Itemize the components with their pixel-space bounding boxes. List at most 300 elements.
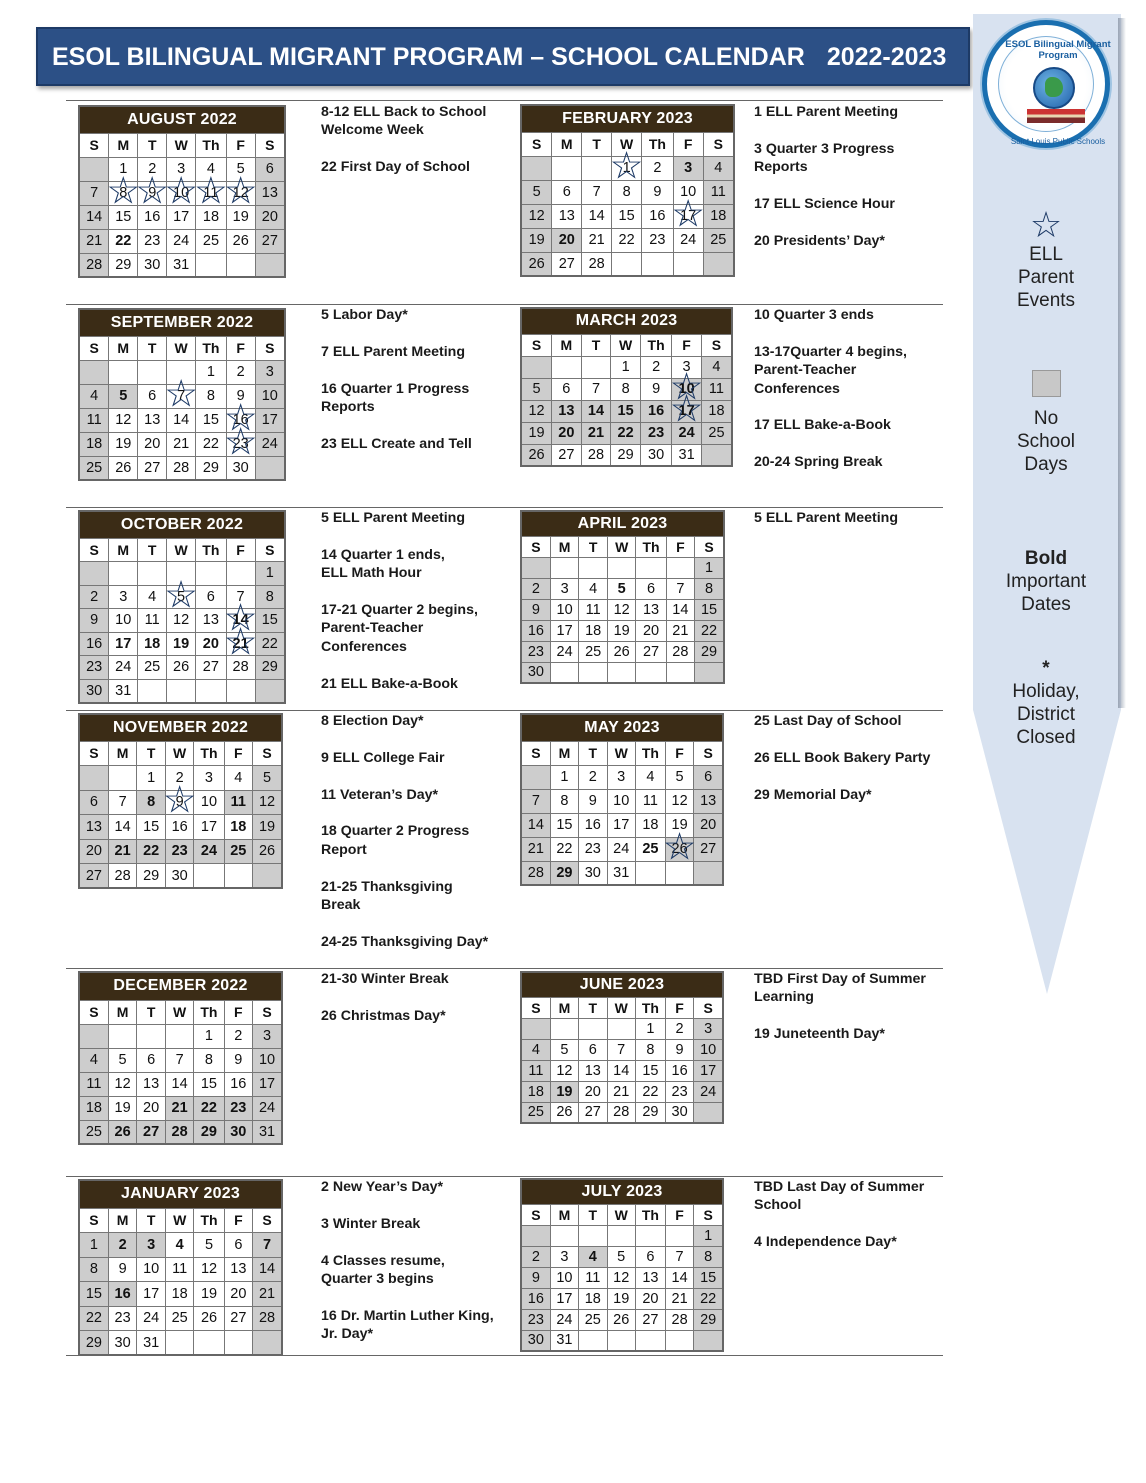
day-cell: 20 (579, 1081, 607, 1102)
day-cell: 18 (79, 432, 109, 456)
month-title: APRIL 2023 (521, 511, 724, 536)
day-cell: 20 (255, 205, 285, 229)
empty-cell (255, 253, 285, 277)
day-cell: 10 ☆ (167, 181, 196, 205)
day-cell: 5 (607, 1246, 635, 1267)
event-item: 29 Memorial Day* (754, 786, 872, 803)
calendar-4 (78, 971, 283, 1145)
day-cell: 14 (165, 1072, 194, 1096)
day-cell: 24 (167, 229, 196, 253)
weekday-header: T (579, 741, 607, 765)
empty-cell (194, 1331, 224, 1356)
event-item: 8 Election Day* (321, 713, 424, 729)
events-list (754, 103, 898, 269)
month-title: SEPTEMBER 2022 (79, 309, 285, 336)
day-cell: 12 (253, 790, 282, 815)
day-cell: 29 (550, 861, 578, 885)
day-cell: 6 (138, 384, 167, 408)
day-cell: 28 (167, 456, 196, 480)
empty-cell (196, 253, 227, 277)
weekday-header: T (581, 334, 611, 356)
day-cell: 8 (196, 384, 227, 408)
weekday-header: W (612, 132, 642, 156)
day-cell: 7 (581, 378, 611, 400)
day-cell: 27 (138, 456, 167, 480)
day-cell: 12 (665, 789, 693, 813)
day-cell: 31 (550, 1330, 578, 1351)
day-cell: 15 (694, 1267, 723, 1288)
event-item: 21-30 Winter Break (321, 971, 449, 987)
day-cell: 26 (167, 656, 196, 680)
day-cell: 20 (196, 632, 227, 656)
day-cell: 2 (521, 1246, 550, 1267)
day-cell: 11 (701, 378, 732, 400)
event-item: 26 ELL Book Bakery Party (754, 749, 931, 766)
event-item: 4 Independence Day* (754, 1234, 897, 1251)
day-cell: 14 (79, 205, 109, 229)
day-cell: 31 (253, 1120, 282, 1144)
day-cell: 17 (253, 1072, 282, 1096)
day-cell: 8 ☆ (109, 181, 138, 205)
day-cell: 30 (79, 679, 109, 703)
calendar-8 (520, 510, 725, 684)
day-cell: 16 (224, 1072, 253, 1096)
day-cell: 11 (79, 1072, 108, 1096)
calendar-10 (520, 971, 724, 1124)
day-cell: 12 (521, 204, 552, 228)
day-cell: 4 (79, 384, 109, 408)
calendar-11 (520, 1178, 724, 1352)
weekday-header: S (79, 1000, 108, 1024)
day-cell: 9 (226, 384, 255, 408)
calendar-2 (78, 510, 286, 704)
day-cell: 26 ☆ (665, 837, 693, 861)
empty-cell (226, 679, 255, 703)
day-cell: 3 (194, 766, 224, 791)
day-cell: 23 (108, 1306, 137, 1331)
day-cell: 21 ☆ (226, 632, 255, 656)
logo-ring-top: ESOL Bilingual Migrant Program (1005, 39, 1111, 61)
weekday-header: S (253, 741, 282, 766)
day-cell: 17 (550, 620, 579, 641)
empty-cell (196, 562, 227, 586)
day-cell: 11 (165, 1257, 194, 1282)
legend-ell-line1: ELL (1029, 244, 1063, 265)
day-cell: 25 (521, 1102, 550, 1123)
legend-ell-line2: Parent (1018, 267, 1074, 288)
day-cell: 30 (521, 1330, 550, 1351)
empty-cell (109, 562, 138, 586)
day-cell: 8 (635, 1039, 665, 1060)
day-cell: 4 (635, 765, 665, 789)
weekday-header: F (224, 1208, 253, 1233)
event-item: 8-12 ELL Back to School Welcome Week (321, 104, 487, 139)
day-cell: 5 (550, 1039, 578, 1060)
day-cell: 2 (224, 1024, 253, 1048)
day-cell: 23 (579, 837, 607, 861)
day-cell: 1 (194, 1024, 224, 1048)
day-cell: 3 (255, 360, 285, 384)
event-item: 1 ELL Parent Meeting (754, 104, 899, 120)
empty-cell (109, 360, 138, 384)
day-cell: 7 (79, 181, 109, 205)
day-cell: 14 (108, 815, 137, 840)
day-cell: 12 (167, 609, 196, 633)
weekday-header: Th (642, 132, 674, 156)
weekday-header: Th (196, 336, 227, 360)
event-item: 16 Quarter 1 Progress Reports (321, 380, 470, 415)
day-cell: 10 (550, 1267, 578, 1288)
weekday-header: S (521, 536, 550, 557)
legend-bold-line1: Important (1005, 571, 1087, 592)
day-cell: 17 ☆ (672, 400, 702, 422)
empty-cell (138, 360, 167, 384)
day-cell: 6 (694, 765, 723, 789)
day-cell: 15 (695, 599, 724, 620)
row-divider (66, 304, 943, 305)
day-cell: 18 (579, 620, 608, 641)
day-cell: 10 (253, 1048, 282, 1072)
day-cell: 9 ☆ (138, 181, 167, 205)
weekday-header: M (552, 334, 582, 356)
day-cell: 21 (108, 839, 137, 864)
day-cell: 26 (607, 641, 636, 662)
event-item: 5 Labor Day* (321, 307, 408, 323)
day-cell: 26 (521, 444, 552, 466)
weekday-header: W (607, 741, 635, 765)
event-item: 24-25 Thanksgiving Day* (321, 933, 489, 950)
row-divider (66, 710, 943, 711)
day-cell: 27 (79, 864, 108, 889)
event-item: 21 ELL Bake-a-Book (321, 675, 458, 692)
empty-cell (196, 679, 227, 703)
day-cell: 3 (694, 1018, 723, 1039)
day-cell: 25 (579, 1309, 607, 1330)
day-cell: 2 (521, 578, 550, 599)
day-cell: 13 (636, 599, 666, 620)
legend-holiday-line2: District (1016, 704, 1076, 725)
day-cell: 25 (138, 656, 167, 680)
day-cell: 26 (194, 1306, 224, 1331)
event-item: 11 Veteran’s Day* (321, 786, 438, 803)
day-cell: 21 (79, 229, 109, 253)
day-cell: 23 (165, 839, 194, 864)
day-cell: 26 (607, 1309, 635, 1330)
day-cell: 28 (165, 1120, 194, 1144)
weekday-header: M (109, 336, 138, 360)
empty-cell (226, 253, 255, 277)
day-cell: 22 (611, 422, 641, 444)
day-cell: 26 (550, 1102, 578, 1123)
day-cell: 4 (701, 356, 732, 378)
day-cell: 16 (665, 1060, 693, 1081)
event-item: 5 ELL Parent Meeting (754, 510, 899, 526)
day-cell: 19 (226, 205, 255, 229)
event-item: 17 ELL Bake-a-Book (754, 417, 891, 434)
logo-ring-bottom: Saint Louis Public Schools (1010, 137, 1106, 146)
month-title: NOVEMBER 2022 (79, 714, 282, 741)
day-cell: 1 (79, 1233, 108, 1258)
day-cell: 19 (253, 815, 282, 840)
weekday-header: S (694, 1204, 723, 1225)
day-cell: 15 (194, 1072, 224, 1096)
day-cell: 12 (607, 1267, 635, 1288)
day-cell: 4 (196, 157, 227, 181)
day-cell: 16 (579, 813, 607, 837)
day-cell: 9 (642, 180, 674, 204)
day-cell: 28 (79, 253, 109, 277)
weekday-header: T (579, 997, 607, 1018)
day-cell: 22 (550, 837, 578, 861)
event-item: 2 New Year’s Day* (321, 1179, 443, 1195)
legend-holiday-line3: Closed (1016, 727, 1076, 748)
row-divider (66, 1176, 943, 1177)
day-cell: 30 (165, 864, 194, 889)
weekday-header: F (672, 334, 702, 356)
month-title: DECEMBER 2022 (79, 972, 282, 1000)
weekday-header: S (79, 1208, 108, 1233)
day-cell: 4 (703, 156, 734, 180)
day-cell: 6 (579, 1039, 607, 1060)
day-cell: 18 (701, 400, 732, 422)
calendar-0 (78, 105, 286, 278)
empty-cell (253, 1331, 282, 1356)
day-cell: 19 (521, 422, 552, 444)
day-cell: 21 (581, 422, 611, 444)
empty-cell (138, 679, 167, 703)
day-cell: 27 (224, 1306, 253, 1331)
empty-cell (224, 1331, 253, 1356)
day-cell: 30 (521, 662, 550, 683)
empty-cell (224, 864, 253, 889)
day-cell: 13 (552, 204, 582, 228)
day-cell: 6 (79, 790, 108, 815)
day-cell: 30 (138, 253, 167, 277)
day-cell: 13 (196, 609, 227, 633)
weekday-header: Th (194, 1208, 224, 1233)
weekday-header: Th (196, 133, 227, 157)
title-text: ESOL BILINGUAL MIGRANT PROGRAM – SCHOOL CALENDAR (52, 43, 805, 71)
event-item: 5 ELL Parent Meeting (321, 510, 466, 526)
day-cell: 1 (695, 557, 724, 578)
day-cell: 19 (550, 1081, 578, 1102)
day-cell: 25 (635, 837, 665, 861)
empty-cell (550, 1225, 578, 1246)
day-cell: 1 (109, 157, 138, 181)
day-cell: 7 (521, 789, 550, 813)
day-cell: 31 (137, 1331, 166, 1356)
day-cell: 29 (79, 1331, 108, 1356)
day-cell: 23 (665, 1081, 693, 1102)
day-cell: 9 (640, 378, 671, 400)
empty-cell (137, 1024, 166, 1048)
weekday-header: S (253, 1208, 282, 1233)
day-cell: 24 (109, 656, 138, 680)
legend-noschool-line1: No (1033, 408, 1059, 429)
empty-cell (636, 557, 666, 578)
day-cell: 29 (109, 253, 138, 277)
day-cell: 13 (635, 1267, 665, 1288)
day-cell: 17 (550, 1288, 578, 1309)
day-cell: 6 (137, 1048, 166, 1072)
event-item: 21-25 Thanksgiving Break (321, 878, 453, 913)
events-list (321, 1178, 494, 1362)
empty-cell (642, 252, 674, 276)
day-cell: 23 (640, 422, 671, 444)
day-cell: 28 (665, 1309, 693, 1330)
day-cell: 24 (673, 228, 703, 252)
weekday-header: F (665, 1204, 693, 1225)
month-title: MARCH 2023 (521, 308, 732, 334)
day-cell: 21 (521, 837, 550, 861)
day-cell: 27 (694, 837, 723, 861)
empty-cell (636, 662, 666, 683)
calendar-7 (520, 307, 733, 467)
day-cell: 6 (552, 180, 582, 204)
day-cell: 15 (611, 400, 641, 422)
empty-cell (607, 1018, 635, 1039)
weekday-header: S (79, 133, 109, 157)
day-cell: 17 (194, 815, 224, 840)
empty-cell (582, 156, 612, 180)
day-cell: 26 (109, 456, 138, 480)
empty-cell (79, 562, 109, 586)
day-cell: 3 (673, 156, 703, 180)
day-cell: 14 (521, 813, 550, 837)
day-cell: 6 (196, 585, 227, 609)
weekday-header: T (137, 1000, 166, 1024)
empty-cell (673, 252, 703, 276)
day-cell: 21 (167, 432, 196, 456)
empty-cell (167, 360, 196, 384)
empty-cell (521, 1225, 550, 1246)
day-cell: 5 (521, 180, 552, 204)
empty-cell (108, 1024, 137, 1048)
globe-icon (1033, 67, 1075, 109)
weekday-header: Th (635, 997, 665, 1018)
day-cell: 25 (79, 456, 109, 480)
day-cell: 12 (550, 1060, 578, 1081)
weekday-header: F (665, 741, 693, 765)
day-cell: 20 (552, 228, 582, 252)
day-cell: 19 (607, 620, 636, 641)
day-cell: 18 (579, 1288, 607, 1309)
day-cell: 9 (224, 1048, 253, 1072)
weekday-header: Th (194, 741, 224, 766)
day-cell: 4 (138, 585, 167, 609)
day-cell: 29 (137, 864, 166, 889)
day-cell: 7 (665, 1246, 693, 1267)
day-cell: 2 (226, 360, 255, 384)
weekday-header: S (255, 538, 285, 562)
day-cell: 21 (582, 228, 612, 252)
empty-cell (694, 861, 723, 885)
day-cell: 30 (579, 861, 607, 885)
empty-cell (79, 1024, 108, 1048)
day-cell: 22 (255, 632, 285, 656)
day-cell: 8 (612, 180, 642, 204)
day-cell: 4 (579, 578, 608, 599)
day-cell: 23 (138, 229, 167, 253)
day-cell: 5 (665, 765, 693, 789)
empty-cell (635, 1330, 665, 1351)
day-cell: 8 (137, 790, 166, 815)
weekday-header: M (108, 1208, 137, 1233)
day-cell: 15 (196, 408, 227, 432)
empty-cell (550, 662, 579, 683)
empty-cell (552, 156, 582, 180)
legend-no-school (980, 370, 1112, 476)
logo-inner (998, 36, 1111, 146)
events-list (754, 306, 907, 490)
empty-cell (521, 356, 552, 378)
day-cell: 17 (109, 632, 138, 656)
day-cell: 27 (137, 1120, 166, 1144)
row-divider (66, 100, 943, 101)
day-cell: 22 (137, 839, 166, 864)
weekday-header: S (703, 132, 734, 156)
empty-cell (194, 864, 224, 889)
weekday-header: W (165, 1000, 194, 1024)
day-cell: 29 (196, 456, 227, 480)
day-cell: 9 (521, 599, 550, 620)
day-cell: 7 (666, 578, 695, 599)
day-cell: 22 (635, 1081, 665, 1102)
event-item: 22 First Day of School (321, 159, 471, 176)
day-cell: 14 (253, 1257, 282, 1282)
weekday-header: W (165, 1208, 194, 1233)
program-logo (982, 20, 1110, 148)
day-cell: 13 (694, 789, 723, 813)
events-list (754, 970, 926, 1062)
day-cell: 12 (108, 1072, 137, 1096)
weekday-header: S (521, 334, 552, 356)
weekday-header: S (79, 336, 109, 360)
day-cell: 25 (79, 1120, 108, 1144)
day-cell: 18 (703, 204, 734, 228)
day-cell: 31 (607, 861, 635, 885)
month-title: OCTOBER 2022 (79, 511, 285, 538)
day-cell: 11 (224, 790, 253, 815)
day-cell: 23 (642, 228, 674, 252)
event-item: 4 Classes resume, Quarter 3 begins (321, 1252, 445, 1287)
day-cell: 4 (224, 766, 253, 791)
day-cell: 14 (607, 1060, 635, 1081)
weekday-header: S (255, 133, 285, 157)
day-cell: 13 (224, 1257, 253, 1282)
day-cell: 2 (642, 156, 674, 180)
day-cell: 14 (581, 400, 611, 422)
day-cell: 22 (612, 228, 642, 252)
empty-cell (79, 157, 109, 181)
day-cell: 31 (109, 679, 138, 703)
empty-cell (226, 562, 255, 586)
day-cell: 1 (635, 1018, 665, 1039)
event-item: 25 Last Day of School (754, 713, 902, 729)
day-cell: 31 (167, 253, 196, 277)
weekday-header: Th (196, 538, 227, 562)
day-cell: 20 (138, 432, 167, 456)
day-cell: 14 (167, 408, 196, 432)
day-cell: 7 (607, 1039, 635, 1060)
day-cell: 27 (635, 1309, 665, 1330)
day-cell: 21 (165, 1096, 194, 1120)
event-item: 23 ELL Create and Tell (321, 435, 472, 452)
day-cell: 27 (255, 229, 285, 253)
empty-cell (167, 679, 196, 703)
empty-cell (695, 662, 724, 683)
empty-cell (255, 456, 285, 480)
